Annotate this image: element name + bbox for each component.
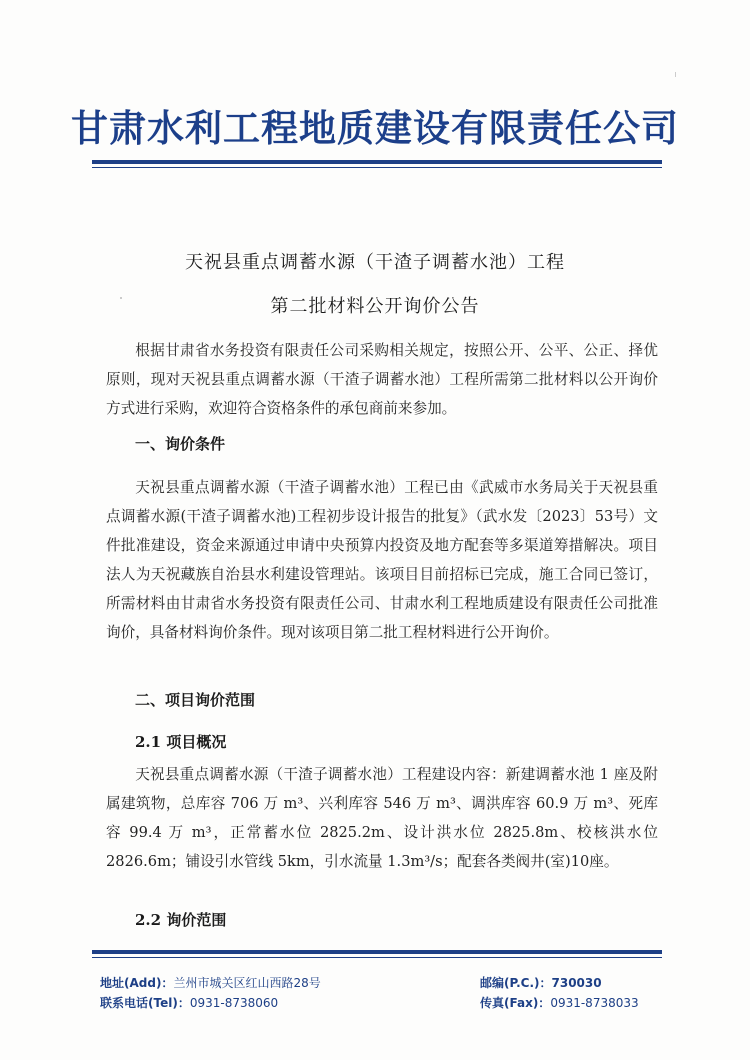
company-letterhead: 甘肃水利工程地质建设有限责任公司 bbox=[71, 107, 679, 150]
scan-mark bbox=[675, 72, 676, 77]
postcode-label: 邮编(P.C.)： bbox=[480, 976, 552, 990]
telephone-value: 0931-8738060 bbox=[189, 996, 279, 1010]
section22-heading: 2.2 询价范围 bbox=[135, 911, 227, 929]
footer-postcode bbox=[480, 974, 602, 991]
footer-fax bbox=[480, 994, 639, 1011]
footer-rule-thick bbox=[92, 950, 662, 954]
document-title-line2: 第二批材料公开询价公告 bbox=[270, 296, 480, 317]
section21-heading: 2.1 项目概况 bbox=[135, 733, 227, 751]
section21-paragraph: 天祝县重点调蓄水源（干渣子调蓄水池）工程建设内容：新建调蓄水池 1 座及附属建筑物，总库容 706 万 m³、兴利库容 546 万 m³、调洪库容 60.9 万 m³、死库容 99.4 万 m³，正常蓄水位 2825.2m、设计洪水位 2825.8m、校核洪水位 2826.6m；铺设引水管线 5km，引水流量 1.3m³/s；配套各类阀井(室)10座。 bbox=[106, 766, 658, 870]
section1-heading: 一、询价条件 bbox=[135, 435, 226, 453]
postcode-value: 730030 bbox=[551, 976, 602, 990]
header-rule-thick bbox=[92, 160, 662, 164]
address-label: 地址(Add)： bbox=[100, 976, 174, 990]
footer-address bbox=[100, 974, 321, 991]
fax-label: 传真(Fax)： bbox=[480, 996, 551, 1010]
document-title-line1: 天祝县重点调蓄水源（干渣子调蓄水池）工程 bbox=[185, 252, 565, 273]
telephone-label: 联系电话(Tel)： bbox=[100, 996, 190, 1010]
address-value: 兰州市城关区红山西路28号 bbox=[173, 976, 321, 990]
section1-paragraph: 天祝县重点调蓄水源（干渣子调蓄水池）工程已由《武威市水务局关于天祝县重点调蓄水源(干渣子调蓄水池)工程初步设计报告的批复》（武水发〔2023〕53号）文件批准建设，资金来源通过申请中央预算内投资及地方配套等多渠道筹措解决。项目法人为天祝藏族自治县水利建设管理站。该项目目前招标已完成，施工合同已签订，所需材料由甘肃省水务投资有限责任公司、甘肃水利工程地质建设有限责任公司批准询价，具备材料询价条件。现对该项目第二批工程材料进行公开询价。 bbox=[106, 479, 658, 641]
footer-rule-thin bbox=[92, 957, 662, 958]
footer-telephone bbox=[100, 994, 278, 1011]
fax-value: 0931-8738033 bbox=[550, 996, 639, 1010]
section2-heading: 二、项目询价范围 bbox=[135, 691, 256, 709]
intro-paragraph: 根据甘肃省水务投资有限责任公司采购相关规定，按照公开、公平、公正、择优原则，现对天祝县重点调蓄水源（干渣子调蓄水池）工程所需第二批材料以公开询价方式进行采购，欢迎符合资格条件的承包商前来参加。 bbox=[106, 342, 658, 417]
header-rule-thin bbox=[92, 167, 662, 168]
